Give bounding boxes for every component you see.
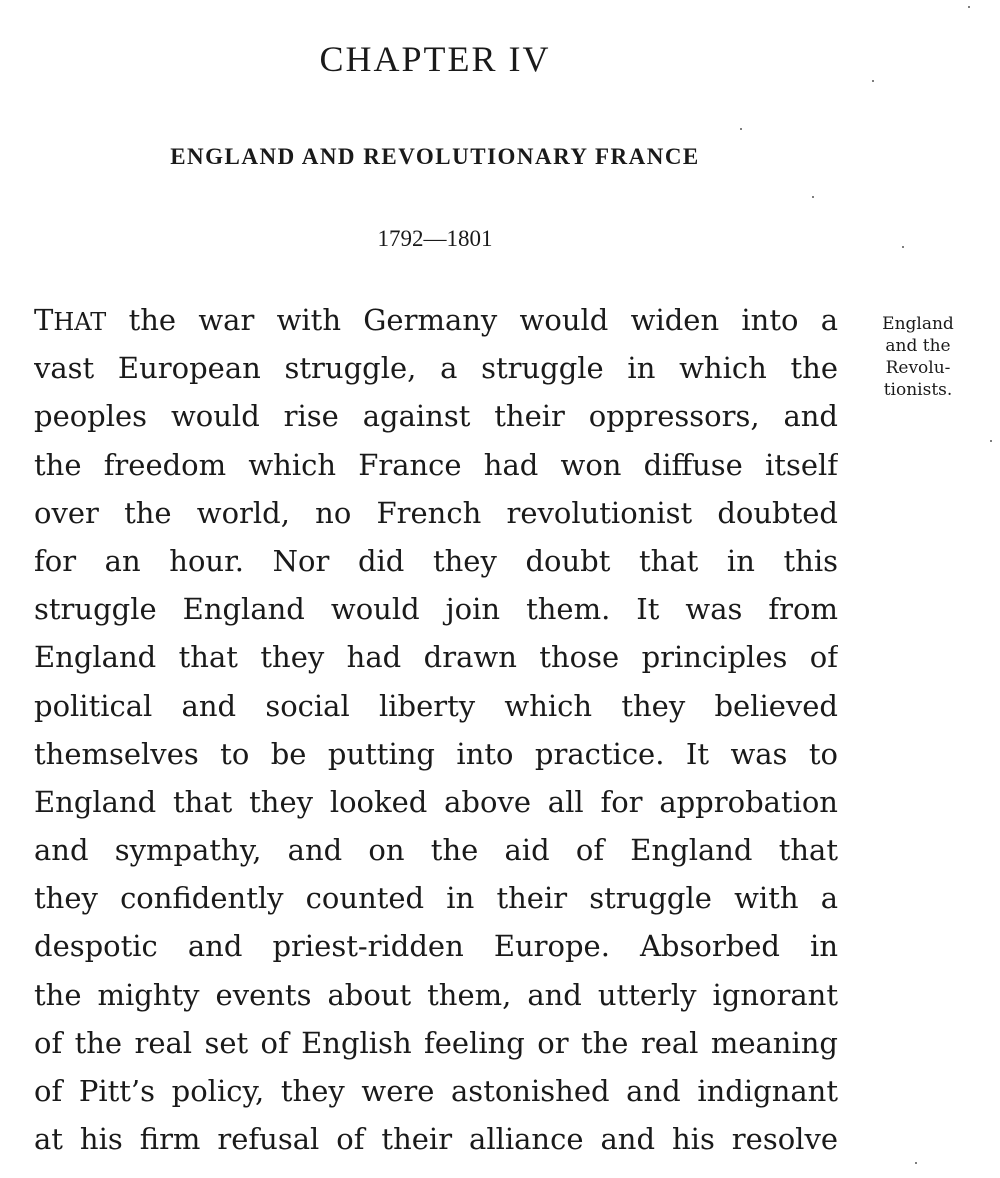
body-paragraph bbox=[34, 296, 838, 1163]
body-line: at his firm refusal of their alliance and his resolve bbox=[34, 1122, 838, 1157]
body-line: and sympathy, and on the aid of England that bbox=[34, 833, 838, 868]
body-line: political and social liberty which they believed bbox=[34, 688, 838, 723]
body-line: themselves to be putting into practice. It was to bbox=[34, 736, 838, 771]
body-line: they confidently counted in their struggle with a bbox=[34, 881, 838, 916]
body-line-1 bbox=[34, 296, 838, 344]
body-line: despotic and priest-ridden Europe. Absorbed in bbox=[34, 929, 838, 964]
body-line: peoples would rise against their oppressors, and bbox=[34, 399, 838, 434]
marginal-note bbox=[862, 313, 974, 401]
body-line: of the real set of English feeling or the real meaning bbox=[34, 1025, 838, 1060]
body-line: the freedom which France had won diffuse itself bbox=[34, 447, 838, 482]
chapter-number: CHAPTER IV bbox=[319, 39, 551, 79]
marginal-note-line: and the bbox=[885, 336, 951, 356]
chapter-years: 1792—1801 bbox=[377, 226, 493, 251]
body-line: for an hour. Nor did they doubt that in this bbox=[34, 543, 838, 578]
body-line: over the world, no French revolutionist doubted bbox=[34, 495, 838, 530]
body-line: vast European struggle, a struggle in which the bbox=[34, 351, 838, 386]
scan-speck bbox=[915, 1162, 917, 1164]
scan-speck bbox=[902, 246, 904, 248]
scan-speck bbox=[740, 128, 742, 130]
body-line: struggle England would join them. It was from bbox=[34, 592, 838, 627]
chapter-title: ENGLAND AND REVOLUTIONARY FRANCE bbox=[170, 144, 700, 169]
scan-speck bbox=[990, 440, 992, 442]
scan-speck bbox=[968, 6, 970, 8]
first-word-lead: T bbox=[34, 303, 54, 337]
marginal-note-line: tionists. bbox=[883, 380, 953, 400]
body-line: the mighty events about them, and utterly ignorant bbox=[34, 977, 838, 1012]
scan-speck bbox=[872, 80, 874, 82]
marginal-note-line: England bbox=[882, 314, 954, 334]
scan-speck bbox=[812, 196, 814, 198]
body-line: England that they looked above all for approbation bbox=[34, 784, 838, 819]
first-line-rest: the war with Germany would widen into a bbox=[106, 303, 838, 337]
body-line: England that they had drawn those principles of bbox=[34, 640, 838, 675]
first-word-rest: HAT bbox=[53, 308, 107, 336]
marginal-note-line: Revolu- bbox=[885, 358, 951, 378]
body-line: of Pitt’s policy, they were astonished and indignant bbox=[34, 1074, 838, 1108]
